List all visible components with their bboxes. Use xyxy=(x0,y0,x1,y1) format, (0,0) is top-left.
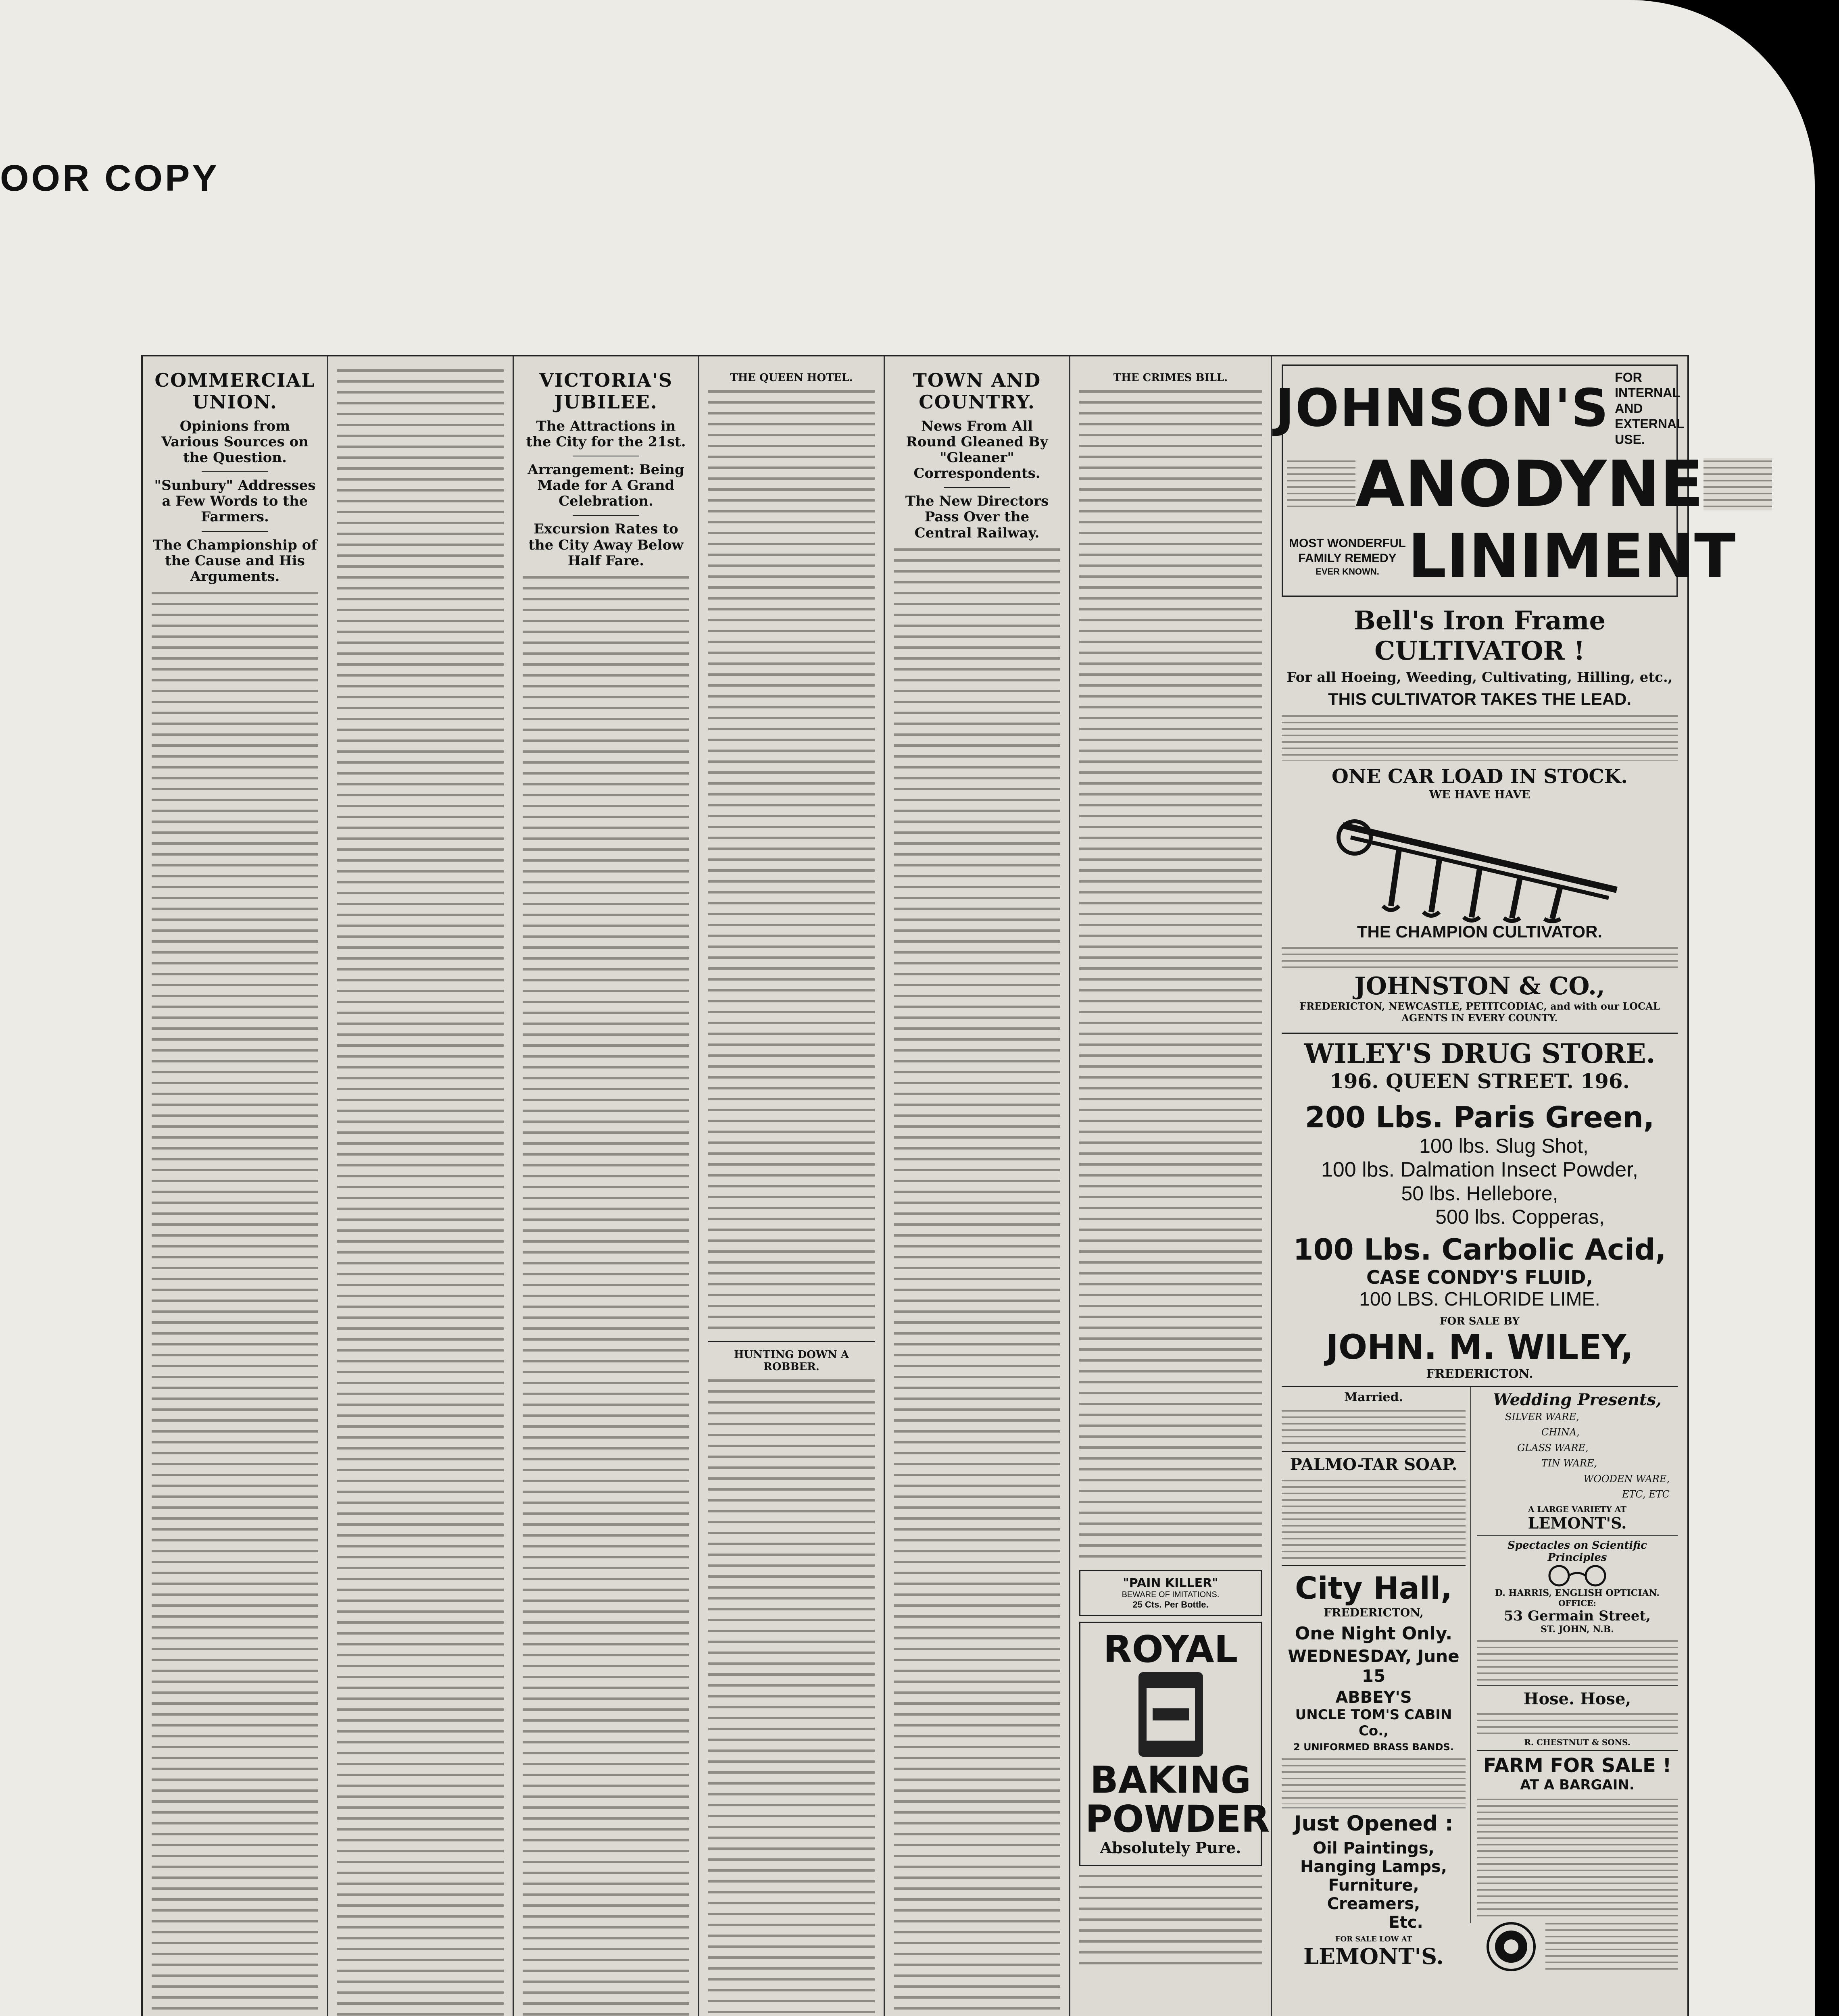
wileys-drug-store-ad: WILEY'S DRUG STORE. 196. QUEEN STREET. 196. 200 Lbs. Paris Green, 100 lbs. Slug Shot, 100 lbs. Dalmation Insect Powder, 50 lbs. Hellebore, 500 lbs. Copperas, 100 Lbs. Carbolic Acid, CASE CONDY'S FLUID, 100 LBS. CHLORIDE LIME. FOR SALE BY JOHN. M. WILEY, FREDERICTON. xyxy=(1282,1033,1678,1381)
microfilm-header-label: OOR COPY xyxy=(0,158,219,199)
article-title: THE QUEEN HOTEL. xyxy=(730,372,853,384)
column-2 xyxy=(328,356,514,2016)
column-advertisements xyxy=(1272,356,1736,2016)
royal-baking-powder-ad: ROYAL BAKING POWDER Absolutely Pure. xyxy=(1079,1622,1262,1866)
article-headline: Excursion Rates to the City Away Below Half Fare. xyxy=(528,521,684,569)
johnsons-anodyne-liniment-ad: JOHNSON'S FOR INTERNAL AND EXTERNAL USE. ANODYNE MOST WONDERFUL FAMILY REMEDY EVER KNOWN. LINIMENT xyxy=(1282,364,1678,597)
article-body-text xyxy=(337,366,504,2016)
article-title: COMMERCIAL UNION. xyxy=(154,369,315,413)
column-victorias-jubilee xyxy=(514,356,699,2016)
article-headline: The Attractions in the City for the 21st. xyxy=(526,418,686,450)
ads-right-subcolumn: Wedding Presents, SILVER WARE, CHINA, GLASS WARE, TIN WARE, WOODEN WARE, ETC, ETC A LARGE VARIETY AT LEMONT'S. Spectacles on Scientific Principles D. HARRIS, ENGLISH OPTICIAN. OFFICE: 53 Germain Street, ST. JOHN, N.B. Hose. Hose, R. CHESTNUT & SONS. FARM FOR SALE ! AT A BARGAIN. xyxy=(1477,1387,1678,1923)
article-body-text xyxy=(1079,1872,1262,1968)
article-body-text xyxy=(523,573,689,2016)
article-headline: Opinions from Various Sources on the Question. xyxy=(161,418,309,466)
newspaper-page xyxy=(141,355,1736,2016)
column-queen-hotel xyxy=(699,356,885,2016)
article-body-text xyxy=(708,1376,875,2016)
pain-killer-ad: "PAIN KILLER" BEWARE OF IMITATIONS. 25 Cts. Per Bottle. xyxy=(1079,1570,1262,1616)
bells-cultivator-ad: Bell's Iron Frame CULTIVATOR ! For all Hoeing, Weeding, Cultivating, Hilling, etc., THIS CULTIVATOR TAKES THE LEAD. ONE CAR LOAD IN STOCK. WE HAVE HAVE THE CHAMPION CULTIVATOR. JOHNSTON & CO., FREDERICTON, NEWCASTLE, PETITCODIAC, and with our LOCAL AGENTS IN EVERY COUNTY. xyxy=(1282,602,1678,1027)
spectacles-icon xyxy=(1537,1564,1618,1588)
article-body-text xyxy=(1079,387,1262,1564)
column-town-and-country xyxy=(885,356,1070,2016)
article-title: TOWN AND COUNTRY. xyxy=(913,369,1041,413)
baking-powder-can-icon xyxy=(1134,1668,1207,1761)
cultivator-plough-icon xyxy=(1326,801,1633,922)
article-body-text xyxy=(708,387,875,1335)
article-title: VICTORIA'S JUBILEE. xyxy=(539,369,673,413)
anchor-seal-icon xyxy=(1485,1920,1537,1973)
article-title: THE CRIMES BILL. xyxy=(1113,372,1228,384)
article-headline: "Sunbury" Addresses a Few Words to the Farmers. xyxy=(154,477,316,525)
article-headline: The New Directors Pass Over the Central Railway. xyxy=(905,493,1049,541)
ads-left-subcolumn: Married. PALMO-TAR SOAP. City Hall, FREDERICTON, One Night Only. WEDNESDAY, June 15 ABBEY'S UNCLE TOM'S CABIN Co., 2 UNIFORMED BRASS BANDS. Just Opened : Oil Paintings, Hanging Lamps, Furniture, Creamers, Etc. FOR SALE LOW AT LEMONT'S. xyxy=(1282,1387,1471,1923)
article-headline: Arrangement: Being Made for A Grand Celebration. xyxy=(528,462,684,510)
article-headline: News From All Round Gleaned By "Gleaner" Correspondents. xyxy=(906,418,1048,482)
article-body-text xyxy=(894,545,1060,2016)
column-crimes-bill xyxy=(1070,356,1272,2016)
column-commercial-union xyxy=(143,356,328,2016)
article-headline: The Championship of the Cause and His Arguments. xyxy=(152,537,317,585)
article-body-text xyxy=(152,589,318,2016)
article-title: HUNTING DOWN A ROBBER. xyxy=(734,1349,849,1373)
